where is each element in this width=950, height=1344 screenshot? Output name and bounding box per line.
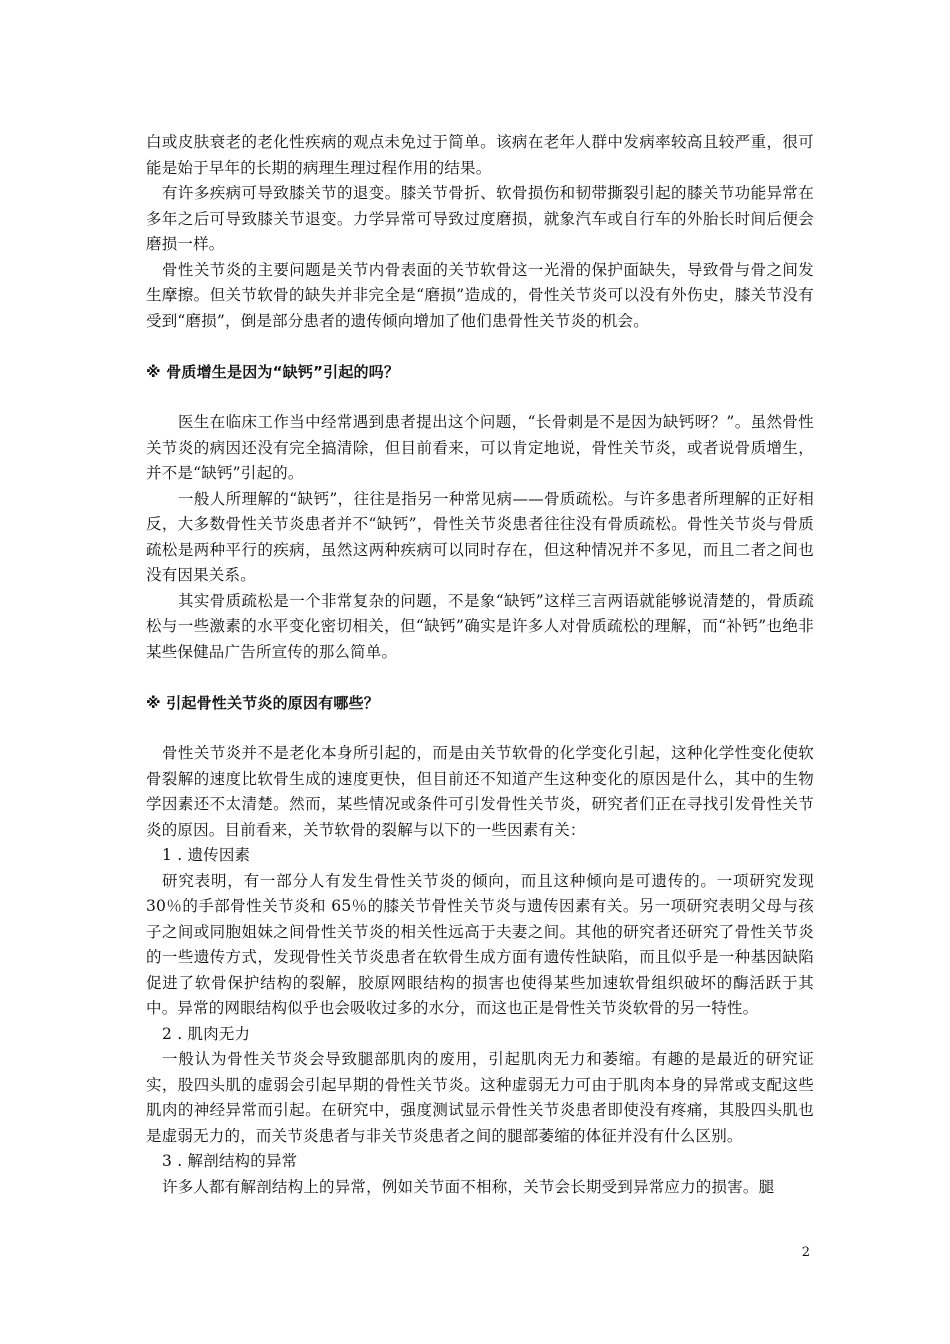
item-title-genetics: 1 . 遗传因素	[162, 846, 251, 864]
item-title-anatomy: 3 . 解剖结构的异常	[162, 1152, 298, 1170]
paragraph-continuation: 白或皮肤衰老的老化性疾病的观点未免过于简单。该病在老年人群中发病率较高且较严重，很可能是始于早年的长期的病理生理过程作用的结果。	[146, 133, 814, 177]
paragraph-calcium-3: 其实骨质疏松是一个非常复杂的问题，不是象“缺钙”这样三言两语就能够说清楚的，骨质疏松与一些激素的水平变化密切相关，但“缺钙”确实是许多人对骨质疏松的理解，而“补钙”也绝非某些保健品广告所宣传的那么简单。	[146, 591, 814, 661]
item-title-muscle: 2 . 肌肉无力	[162, 1024, 251, 1043]
page-number: 2	[801, 1245, 810, 1260]
paragraph-cartilage-loss: 骨性关节炎的主要问题是关节内骨表面的关节软骨这一光滑的保护面缺失，导致骨与骨之间发生摩擦。但关节软骨的缺失并非完全是“磨损”造成的，骨性关节炎可以没有外伤史，膝关节没有受到“磨损”，倒是部分患者的遗传倾向增加了他们患骨性关节炎的机会。	[146, 260, 814, 330]
page-content	[146, 130, 814, 1200]
paragraph-causes-intro: 骨性关节炎并不是老化本身所引起的，而是由关节软骨的化学变化引起，这种化学性变化使软骨裂解的速度比软骨生成的速度更快，但目前还不知道产生这种变化的原因是什么，其中的生物学因素还不太清楚。然而，某些情况或条件可引发骨性关节炎，研究者们正在寻找引发骨性关节炎的原因。目前看来，关节软骨的裂解与以下的一些因素有关：	[146, 744, 814, 839]
paragraph-anatomy: 许多人都有解剖结构上的异常，例如关节面不相称，关节会长期受到异常应力的损害。腿	[162, 1177, 775, 1196]
paragraph-knee-degeneration: 有许多疾病可导致膝关节的退变。膝关节骨折、软骨损伤和韧带撕裂引起的膝关节功能异常在多年之后可导致膝关节退变。力学异常可导致过度磨损，就象汽车或自行车的外胎长时间后便会磨损一样。	[146, 184, 814, 253]
paragraph-calcium-1: 医生在临床工作当中经常遇到患者提出这个问题，“长骨刺是不是因为缺钙呀？”。虽然骨性关节炎的病因还没有完全搞清除，但目前看来，可以肯定地说，骨性关节炎，或者说骨质增生，并不是“缺钙”引起的。	[146, 413, 814, 482]
section-heading-calcium: ※ 骨质增生是因为“缺钙”引起的吗？	[146, 363, 400, 381]
paragraph-calcium-2: 一般人所理解的“缺钙”，往往是指另一种常见病——骨质疏松。与许多患者所理解的正好相反，大多数骨性关节炎患者并不“缺钙”，骨性关节炎患者往往没有骨质疏松。骨性关节炎与骨质疏松是两种平行的疾病，虽然这两种疾病可以同时存在，但这种情况并不多见，而且二者之间也没有因果关系。	[146, 489, 814, 584]
paragraph-muscle: 一般认为骨性关节炎会导致腿部肌肉的废用，引起肌肉无力和萎缩。有趣的是最近的研究证实，股四头肌的虚弱会引起早期的骨性关节炎。这种虚弱无力可由于肌肉本身的异常或支配这些肌肉的神经异常而引起。在研究中，强度测试显示骨性关节炎患者即使没有疼痛，其股四头肌也是虚弱无力的，而关节炎患者与非关节炎患者之间的腿部萎缩的体征并没有什么区别。	[146, 1050, 814, 1145]
section-heading-causes: ※ 引起骨性关节炎的原因有哪些？	[146, 694, 380, 712]
paragraph-genetics: 研究表明，有一部分人有发生骨性关节炎的倾向，而且这种倾向是可遗传的。一项研究发现 30％的手部骨性关节炎和 65％的膝关节骨性关节炎与遗传因素有关。另一项研究表明父母与孩子之间或同胞姐妹之间骨性关节炎的相关性远高于夫妻之间。其他的研究者还研究了骨性关节炎的一些遗传方式，发现骨性关节炎患者在软骨生成方面有遗传性缺陷，而且似乎是一种基因缺陷促进了软骨保护结构的裂解，胶原网眼结构的损害也使得某些加速软骨组织破坏的酶活跃于其中。异常的网眼结构似乎也会吸收过多的水分，而这也正是骨性关节炎软骨的另一特性。	[146, 871, 814, 1017]
